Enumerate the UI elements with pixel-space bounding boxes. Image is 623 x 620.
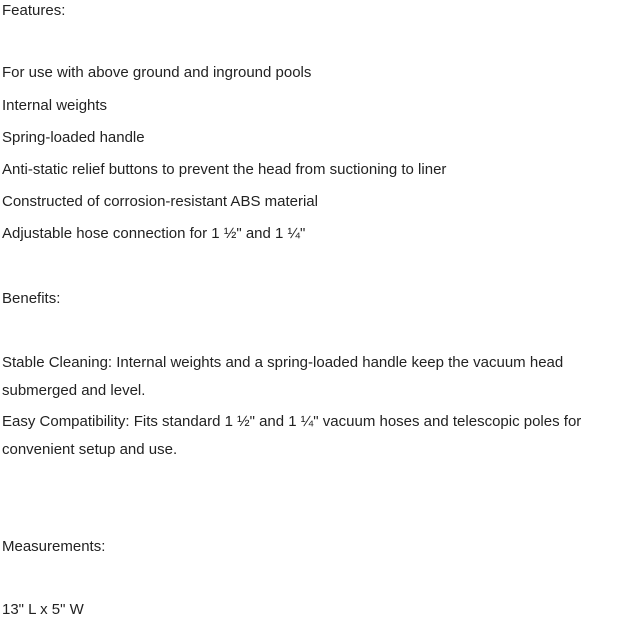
measurements-heading: Measurements:	[2, 538, 106, 555]
benefit-item: Easy Compatibility: Fits standard 1 ½" and 1 ¼" vacuum hoses and telescopic poles for convenient setup and use.	[2, 413, 582, 458]
benefit-item: Stable Cleaning: Internal weights and a spring-loaded handle keep the vacuum head submerged and level.	[2, 354, 564, 399]
feature-item: Constructed of corrosion-resistant ABS material	[2, 193, 318, 210]
feature-item: Spring-loaded handle	[2, 129, 145, 146]
measurements-value: 13" L x 5" W	[2, 601, 84, 618]
feature-item: Internal weights	[2, 97, 108, 114]
feature-item: Adjustable hose connection for 1 ½" and 1 ¼"	[2, 225, 306, 242]
benefits-heading: Benefits:	[2, 290, 61, 307]
feature-item: Anti-static relief buttons to prevent the head from suctioning to liner	[2, 161, 447, 178]
features-heading: Features:	[2, 2, 66, 19]
feature-item: For use with above ground and inground pools	[2, 64, 312, 81]
